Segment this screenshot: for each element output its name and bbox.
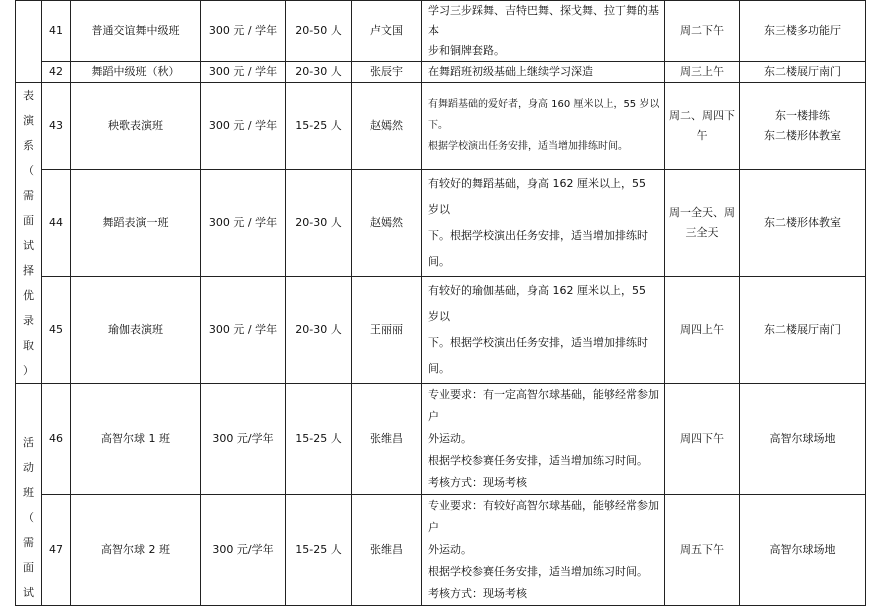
table-row (16, 1, 866, 62)
fee: 300 元/学年 (201, 384, 286, 495)
class-name: 舞蹈中级班（秋） (71, 62, 201, 83)
row-number: 42 (42, 62, 71, 83)
teacher: 王丽丽 (352, 276, 422, 383)
table-row (16, 276, 866, 383)
location: 东二楼形体教室 (740, 169, 866, 276)
class-name: 高智尔球 1 班 (71, 384, 201, 495)
fee: 300 元 / 学年 (201, 83, 286, 170)
row-number: 45 (42, 276, 71, 383)
teacher: 张辰宇 (352, 62, 422, 83)
class-size: 15-25 人 (286, 384, 352, 495)
schedule: 周二下午 (665, 1, 740, 62)
class-size: 20-30 人 (286, 276, 352, 383)
category-cell-blank (16, 1, 42, 83)
class-size: 15-25 人 (286, 83, 352, 170)
table-row (16, 169, 866, 276)
class-name: 普通交谊舞中级班 (71, 1, 201, 62)
class-name: 舞蹈表演一班 (71, 169, 201, 276)
schedule: 周四上午 (665, 276, 740, 383)
schedule: 周一全天、周 三全天 (665, 169, 740, 276)
row-number: 43 (42, 83, 71, 170)
teacher: 卢文国 (352, 1, 422, 62)
teacher: 张维昌 (352, 384, 422, 495)
class-size: 15-25 人 (286, 495, 352, 606)
class-name: 秧歌表演班 (71, 83, 201, 170)
requirements: 有舞蹈基础的爱好者，身高 160 厘米以上，55 岁以下。 根据学校演出任务安排，适当增加排练时间。 (422, 83, 665, 170)
location: 东二楼展厅南门 (740, 276, 866, 383)
category-activity: 活 动 班 （ 需 面 试 (16, 384, 42, 606)
schedule: 周二、周四下 午 (665, 83, 740, 170)
teacher: 赵嫣然 (352, 169, 422, 276)
teacher: 赵嫣然 (352, 83, 422, 170)
teacher: 张维昌 (352, 495, 422, 606)
location: 高智尔球场地 (740, 495, 866, 606)
class-size: 20-30 人 (286, 62, 352, 83)
fee: 300 元/学年 (201, 495, 286, 606)
requirements: 学习三步踩舞、吉特巴舞、探戈舞、拉丁舞的基本 步和铜牌套路。 (422, 1, 665, 62)
row-number: 44 (42, 169, 71, 276)
requirements: 有较好的瑜伽基础，身高 162 厘米以上，55 岁以 下。根据学校演出任务安排，适当增加排练时间。 (422, 276, 665, 383)
row-number: 41 (42, 1, 71, 62)
schedule: 周四下午 (665, 384, 740, 495)
location: 高智尔球场地 (740, 384, 866, 495)
class-size: 20-30 人 (286, 169, 352, 276)
category-performance: 表 演 系 （ 需 面 试 择 优 录 取 ） (16, 83, 42, 384)
schedule: 周三上午 (665, 62, 740, 83)
class-name: 瑜伽表演班 (71, 276, 201, 383)
class-size: 20-50 人 (286, 1, 352, 62)
table-row (16, 62, 866, 83)
row-number: 46 (42, 384, 71, 495)
fee: 300 元 / 学年 (201, 1, 286, 62)
location: 东一楼排练 东二楼形体教室 (740, 83, 866, 170)
requirements: 有较好的舞蹈基础，身高 162 厘米以上，55 岁以 下。根据学校演出任务安排，适当增加排练时间。 (422, 169, 665, 276)
requirements: 在舞蹈班初级基础上继续学习深造 (422, 62, 665, 83)
location: 东二楼展厅南门 (740, 62, 866, 83)
table-row (16, 495, 866, 606)
row-number: 47 (42, 495, 71, 606)
course-table (15, 0, 866, 606)
table-row (16, 83, 866, 170)
location: 东三楼多功能厅 (740, 1, 866, 62)
requirements: 专业要求：有一定高智尔球基础，能够经常参加户 外运动。 根据学校参赛任务安排，适当增加练习时间。 考核方式：现场考核 (422, 384, 665, 495)
table-row (16, 384, 866, 495)
fee: 300 元 / 学年 (201, 169, 286, 276)
fee: 300 元 / 学年 (201, 62, 286, 83)
class-name: 高智尔球 2 班 (71, 495, 201, 606)
fee: 300 元 / 学年 (201, 276, 286, 383)
requirements: 专业要求：有较好高智尔球基础，能够经常参加户 外运动。 根据学校参赛任务安排，适当增加练习时间。 考核方式：现场考核 (422, 495, 665, 606)
schedule: 周五下午 (665, 495, 740, 606)
